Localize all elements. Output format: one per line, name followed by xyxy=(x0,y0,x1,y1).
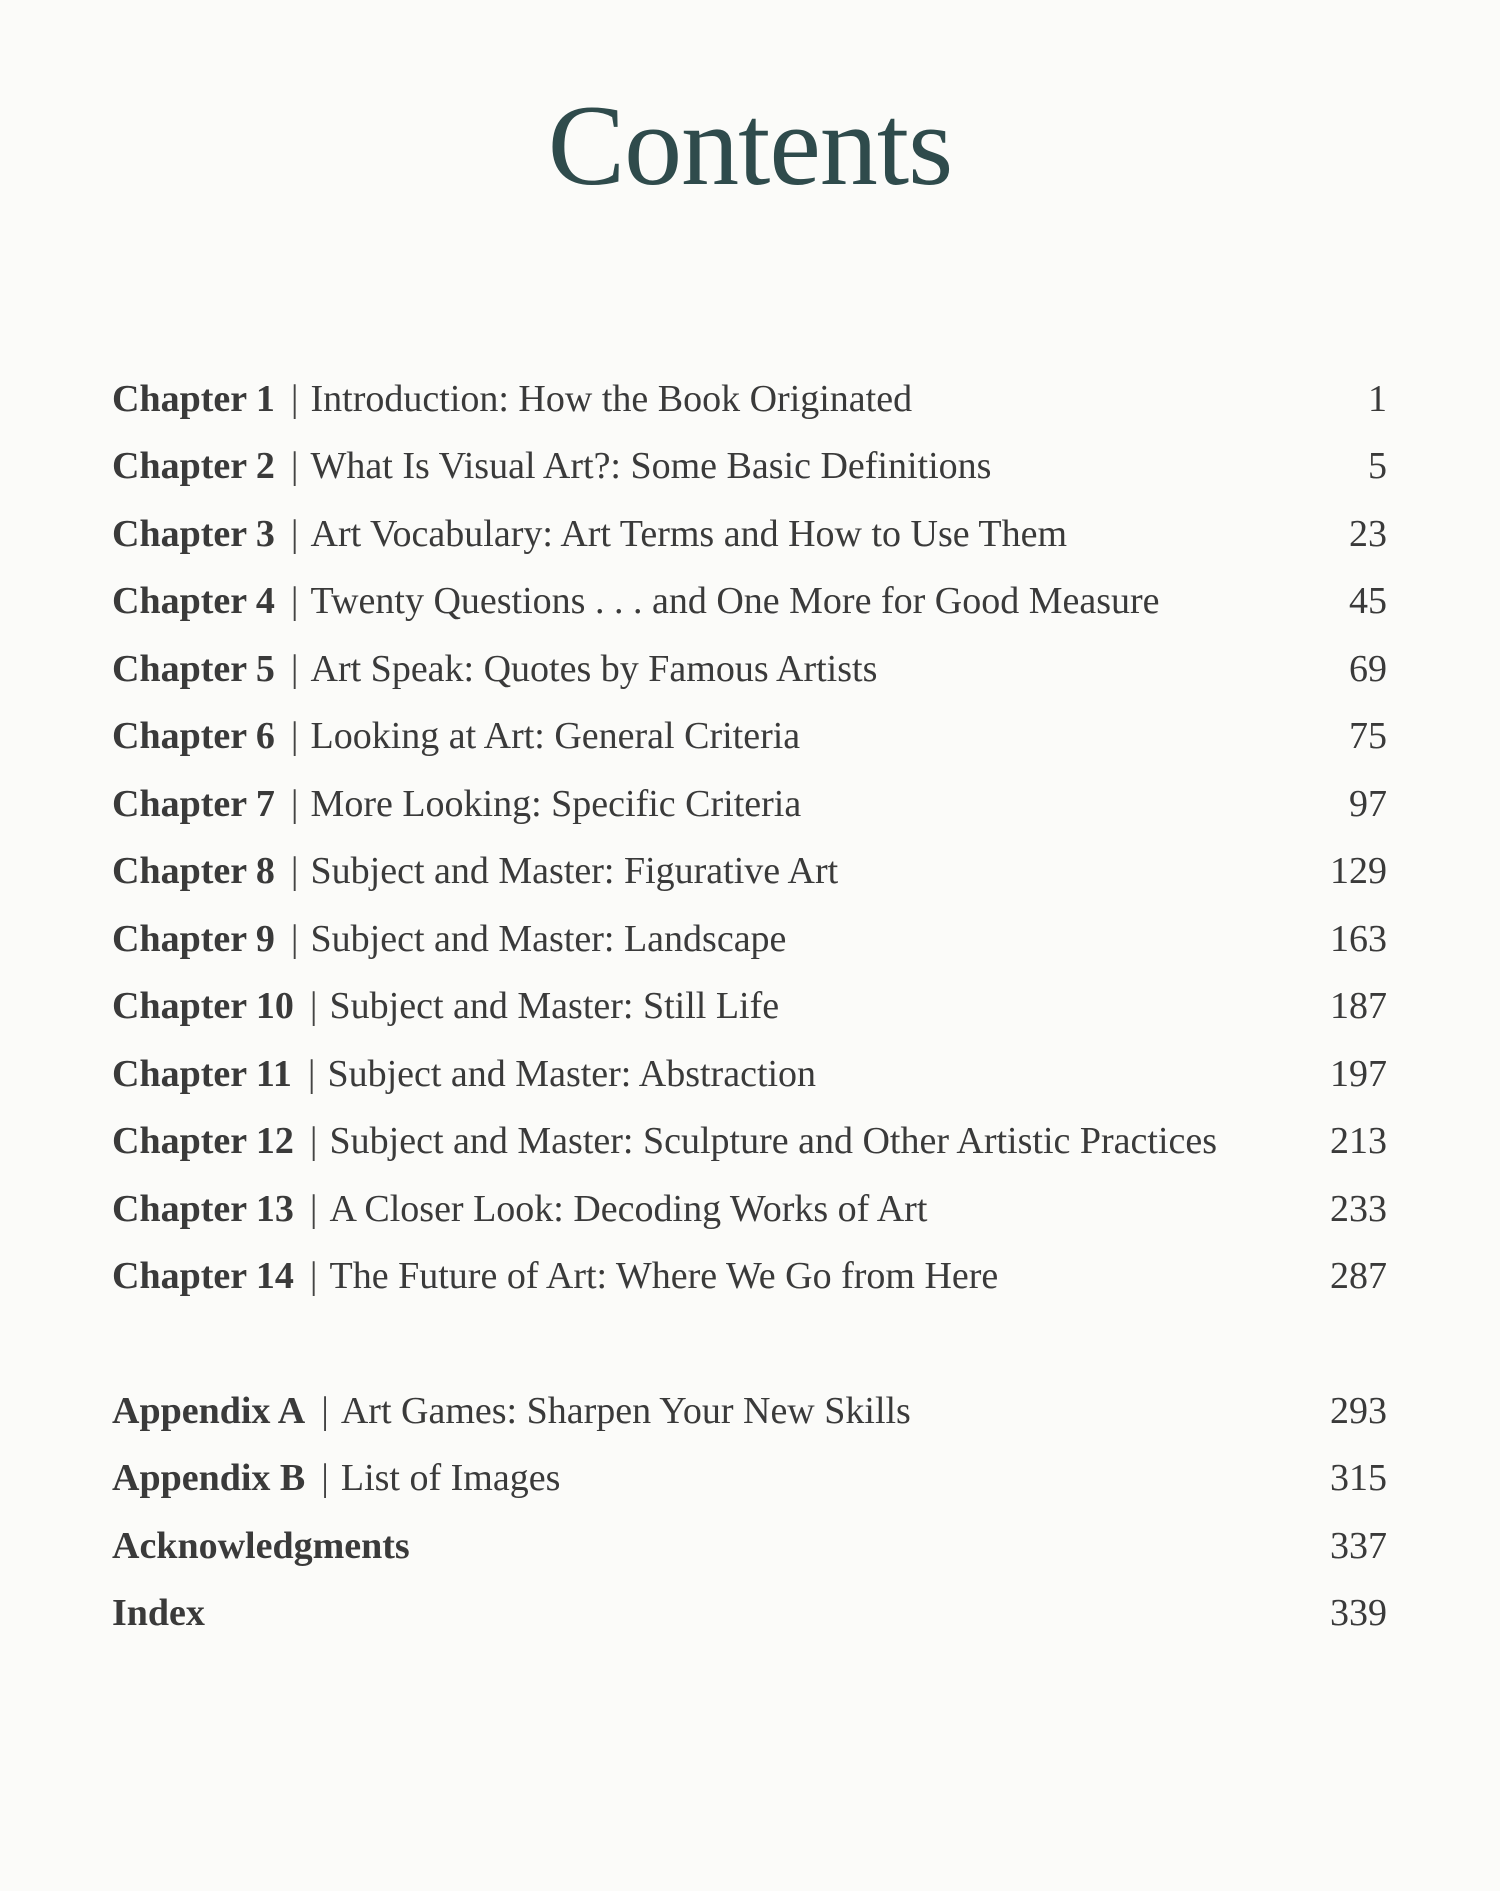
toc-entry-chapter-7[interactable] xyxy=(112,770,1387,838)
toc-entry-label: Appendix A xyxy=(112,1389,306,1432)
toc-entry-title: Twenty Questions . . . and One More for Good Measure xyxy=(310,580,1160,623)
toc-page-number: 45 xyxy=(1349,580,1387,623)
toc-entry-label: Appendix B xyxy=(112,1457,306,1500)
toc-entry-label: Chapter 10 xyxy=(112,985,294,1028)
toc-entry-chapter-2[interactable] xyxy=(112,433,1387,501)
toc-page-number: 129 xyxy=(1330,850,1387,893)
toc-separator: | xyxy=(290,647,299,690)
toc-page-number: 163 xyxy=(1330,917,1387,960)
toc-entry-title: What Is Visual Art?: Some Basic Definitions xyxy=(310,445,992,488)
toc-page-number: 233 xyxy=(1330,1187,1387,1230)
toc-page-number: 5 xyxy=(1368,445,1387,488)
toc-entry-label: Chapter 4 xyxy=(112,580,275,623)
toc-entry-appendix-b[interactable] xyxy=(112,1445,1387,1513)
toc-entry-label: Chapter 2 xyxy=(112,445,275,488)
toc-entry-label: Chapter 3 xyxy=(112,512,275,555)
toc-entry-index[interactable] xyxy=(112,1580,1387,1648)
toc-entry-label: Acknowledgments xyxy=(112,1524,410,1567)
toc-page-number: 315 xyxy=(1330,1457,1387,1500)
toc-separator: | xyxy=(290,917,299,960)
toc-entry-title: The Future of Art: Where We Go from Here xyxy=(329,1255,999,1298)
toc-entry-title: List of Images xyxy=(340,1457,561,1500)
toc-entry-label: Chapter 6 xyxy=(112,715,275,758)
toc-entry-title: More Looking: Specific Criteria xyxy=(310,782,802,825)
toc-separator: | xyxy=(309,985,318,1028)
toc-separator: | xyxy=(290,377,299,420)
toc-page-number: 287 xyxy=(1330,1255,1387,1298)
toc-entry-label: Index xyxy=(112,1592,205,1635)
toc-entry-title: Subject and Master: Landscape xyxy=(310,917,787,960)
toc-separator: | xyxy=(290,580,299,623)
toc-entry-title: Looking at Art: General Criteria xyxy=(310,715,801,758)
toc-entry-title: A Closer Look: Decoding Works of Art xyxy=(329,1187,928,1230)
toc-entry-label: Chapter 1 xyxy=(112,377,275,420)
toc-entry-label: Chapter 8 xyxy=(112,850,275,893)
toc-entry-title: Subject and Master: Sculpture and Other Artistic Practices xyxy=(329,1120,1218,1163)
toc-page-number: 75 xyxy=(1349,715,1387,758)
toc-entry-title: Art Speak: Quotes by Famous Artists xyxy=(310,647,878,690)
toc-entry-label: Chapter 12 xyxy=(112,1120,294,1163)
toc-separator: | xyxy=(309,1255,318,1298)
toc-entry-title: Subject and Master: Figurative Art xyxy=(310,850,839,893)
toc-page-number: 293 xyxy=(1330,1389,1387,1432)
toc-separator: | xyxy=(321,1457,329,1500)
toc-page-number: 337 xyxy=(1330,1524,1387,1567)
toc-entry-chapter-6[interactable] xyxy=(112,703,1387,771)
toc-page-number: 187 xyxy=(1330,985,1387,1028)
page-title: Contents xyxy=(547,82,953,210)
toc-entry-chapter-10[interactable] xyxy=(112,973,1387,1041)
toc-page-number: 339 xyxy=(1330,1592,1387,1635)
toc-entry-chapter-1[interactable] xyxy=(112,365,1387,433)
toc-page-number: 1 xyxy=(1368,377,1387,420)
toc-entry-label: Chapter 14 xyxy=(112,1255,294,1298)
toc-entry-acknowledgments[interactable] xyxy=(112,1512,1387,1580)
toc-entry-label: Chapter 5 xyxy=(112,647,275,690)
toc-entry-title: Subject and Master: Abstraction xyxy=(327,1052,817,1095)
toc-page-number: 97 xyxy=(1349,782,1387,825)
toc-separator: | xyxy=(321,1389,329,1432)
toc-entry-label: Chapter 7 xyxy=(112,782,275,825)
toc-separator: | xyxy=(290,512,299,555)
toc-entry-chapter-11[interactable] xyxy=(112,1040,1387,1108)
toc-entry-chapter-12[interactable] xyxy=(112,1108,1387,1176)
toc-page-number: 69 xyxy=(1349,647,1387,690)
toc-page-number: 197 xyxy=(1330,1052,1387,1095)
toc-separator: | xyxy=(290,715,299,758)
toc-entry-title: Art Games: Sharpen Your New Skills xyxy=(340,1389,911,1432)
toc-separator: | xyxy=(290,850,299,893)
toc-entry-chapter-13[interactable] xyxy=(112,1175,1387,1243)
toc-entry-label: Chapter 11 xyxy=(112,1052,292,1095)
toc-entry-chapter-5[interactable] xyxy=(112,635,1387,703)
toc-entry-title: Subject and Master: Still Life xyxy=(329,985,780,1028)
toc-entry-title: Art Vocabulary: Art Terms and How to Use Them xyxy=(310,512,1068,555)
toc-entry-chapter-9[interactable] xyxy=(112,905,1387,973)
toc-separator: | xyxy=(290,782,299,825)
table-of-contents xyxy=(112,365,1387,1647)
toc-entry-label: Chapter 9 xyxy=(112,917,275,960)
toc-entry-appendix-a[interactable] xyxy=(112,1377,1387,1445)
toc-separator: | xyxy=(309,1120,318,1163)
toc-separator: | xyxy=(307,1052,316,1095)
toc-entry-title: Introduction: How the Book Originated xyxy=(310,377,913,420)
toc-separator: | xyxy=(290,445,299,488)
toc-entry-chapter-4[interactable] xyxy=(112,568,1387,636)
toc-entry-chapter-3[interactable] xyxy=(112,500,1387,568)
toc-entry-chapter-8[interactable] xyxy=(112,838,1387,906)
toc-page-number: 23 xyxy=(1349,512,1387,555)
toc-separator: | xyxy=(309,1187,318,1230)
toc-entry-chapter-14[interactable] xyxy=(112,1243,1387,1311)
toc-page-number: 213 xyxy=(1330,1120,1387,1163)
toc-entry-label: Chapter 13 xyxy=(112,1187,294,1230)
